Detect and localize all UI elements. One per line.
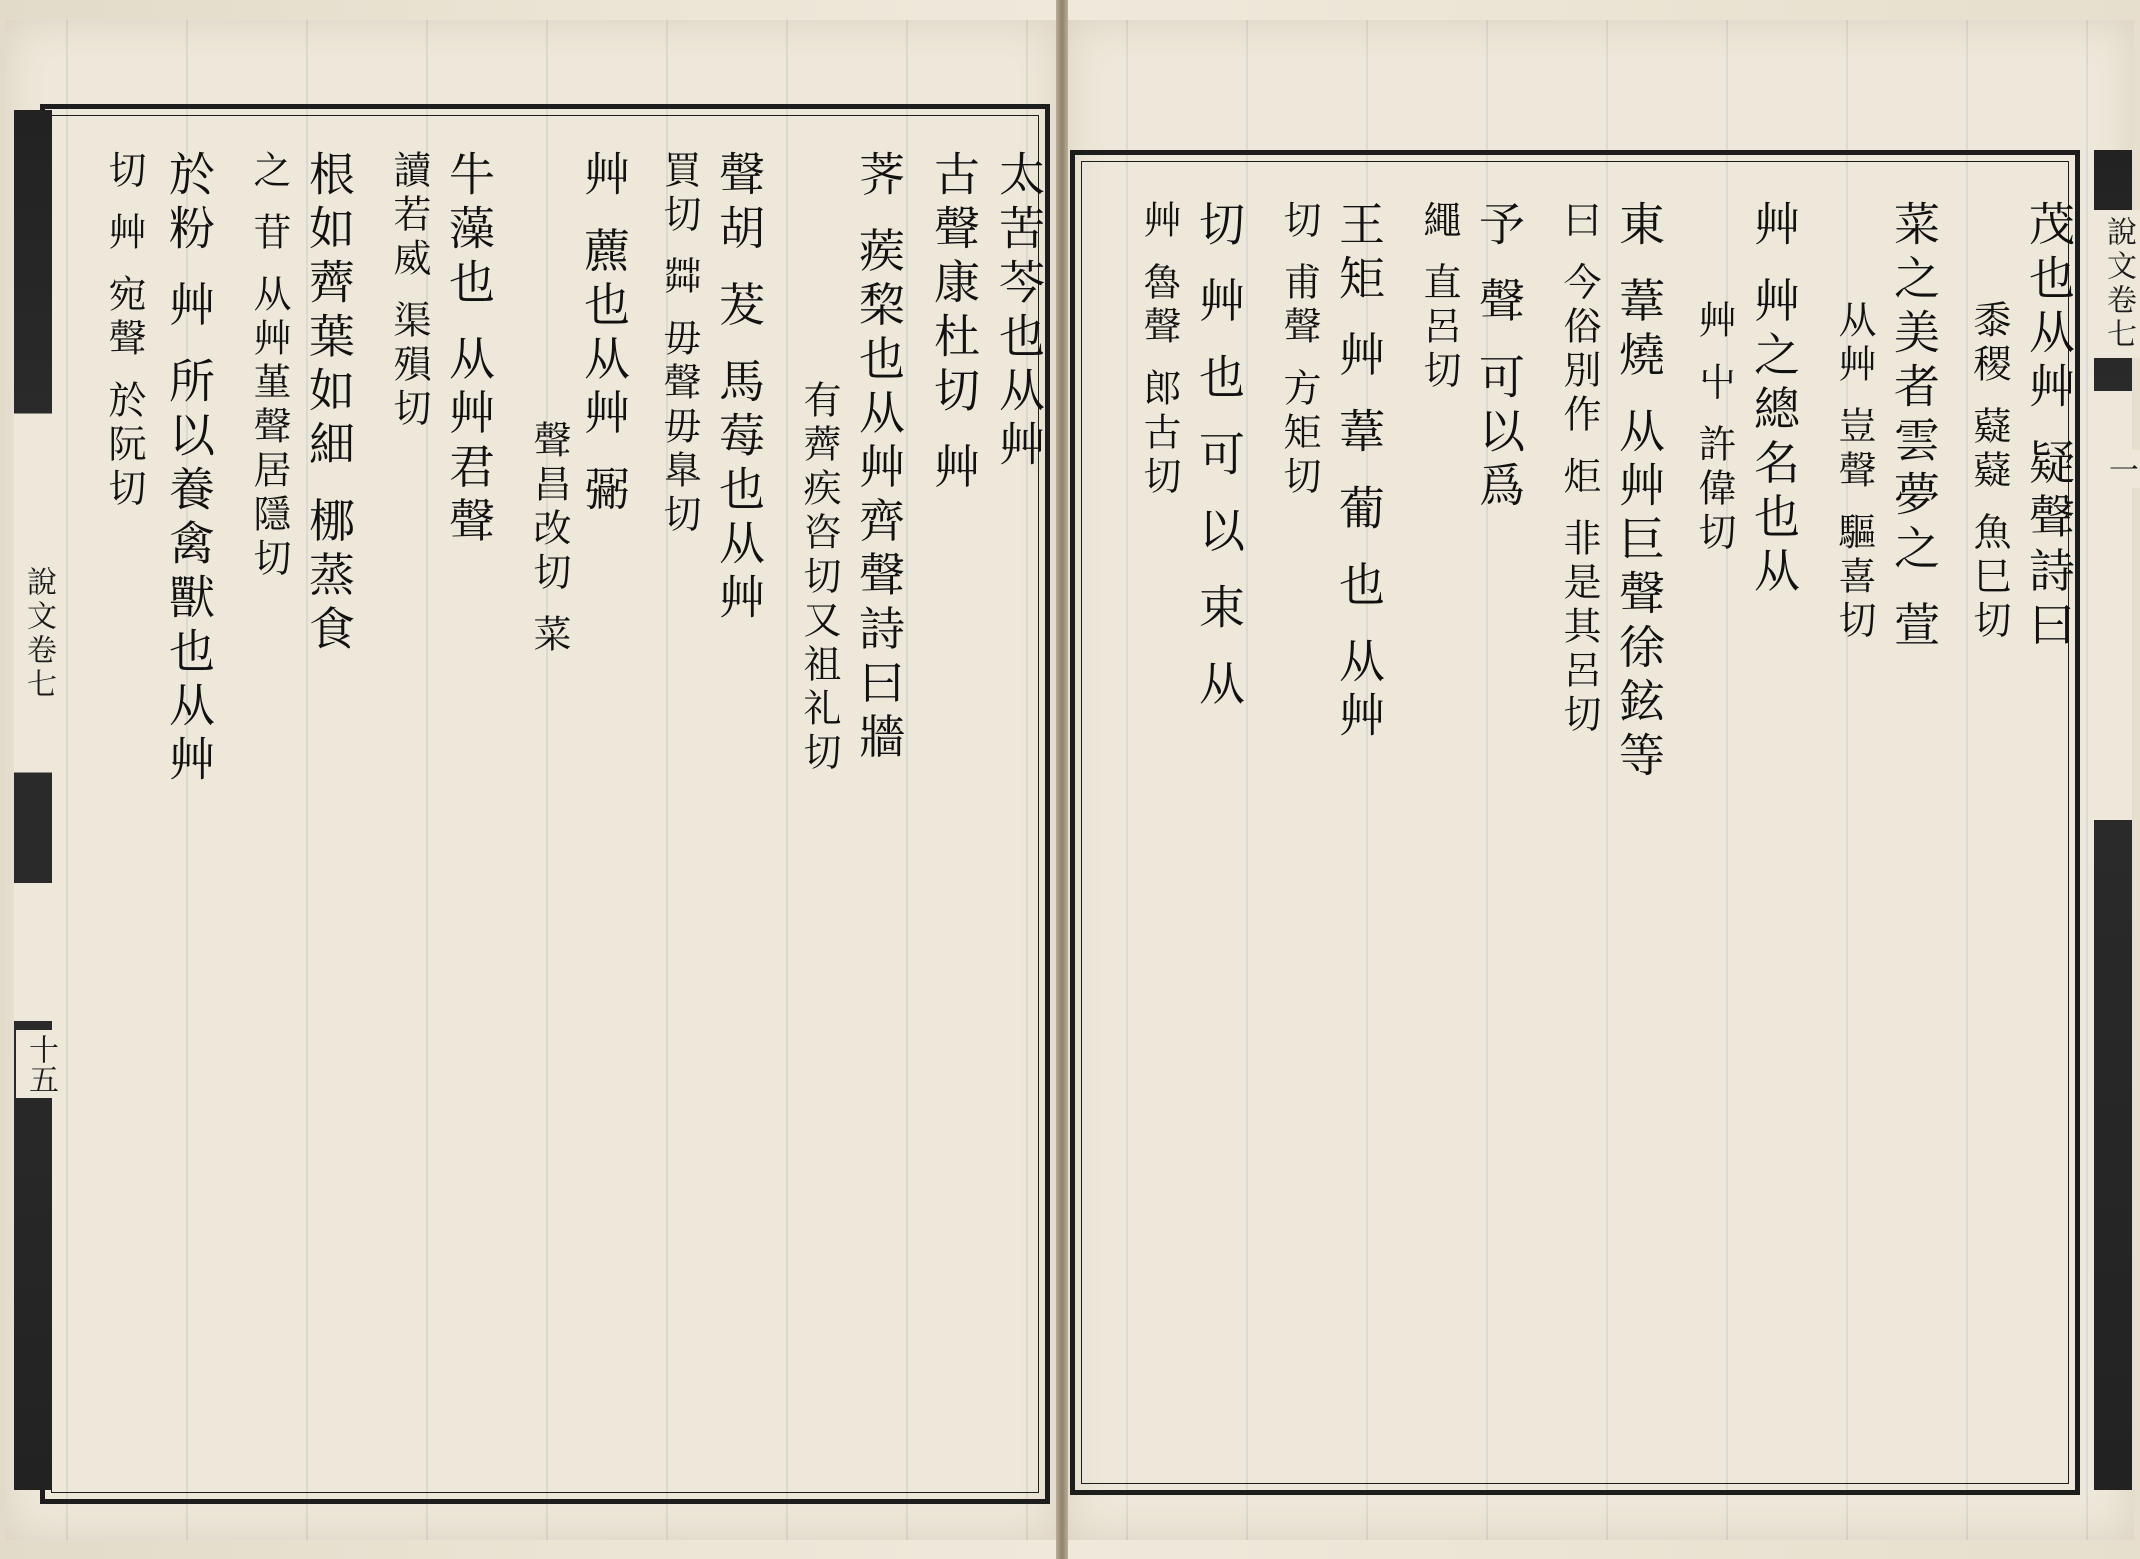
left-margin-strip <box>14 110 52 1490</box>
text-column: 之 苷 从艸堇聲居隱切 <box>247 150 291 583</box>
text-column: 茂也从艸 疑聲詩曰 <box>2022 200 2076 655</box>
text-column: 東 葦燒 从艸巨聲徐鉉等 <box>1612 200 1666 786</box>
text-column: 艸 魯聲 郎古切 <box>1137 200 1181 501</box>
right-margin-title: 說文卷七 <box>2094 210 2140 358</box>
text-column: 聲胡 茇 馬莓也从艸 <box>712 150 766 628</box>
text-column: 繩 直呂切 <box>1417 200 1461 395</box>
text-column: 黍稷 薿薿 魚巳切 <box>1967 300 2011 645</box>
right-page-number: 一 <box>2096 450 2140 488</box>
text-column: 菜之美者雲夢之 萱 <box>1887 200 1941 655</box>
text-column: 切 艸 也 可 以 束 从 <box>1192 200 1246 714</box>
text-column: 艸 屮 許偉切 <box>1692 300 1736 557</box>
text-column: 根如薺葉如細 梛蒸食 <box>302 150 356 659</box>
text-column: 予 聲 可以爲 <box>1472 200 1526 516</box>
left-margin-title: 說文卷七 <box>14 560 62 708</box>
text-column: 讀若威 渠殞切 <box>387 150 431 433</box>
left-page-number: 十五 <box>16 1030 64 1098</box>
book-gutter <box>1056 0 1068 1559</box>
text-column: 聲昌改切 菜 <box>527 420 571 659</box>
text-column: 王矩 艸 葦 葡 也 从艸 <box>1332 200 1386 746</box>
text-column: 買切 茻 毋聲毋臯切 <box>657 150 701 539</box>
text-column: 荠 蒺棃也从艸齊聲詩曰牆 <box>852 150 906 767</box>
text-column: 曰 今俗別作 炬 非是其呂切 <box>1557 200 1601 739</box>
text-column: 太苦芩也从艸 <box>992 150 1046 474</box>
text-column: 从艸 豈聲 驅喜切 <box>1832 300 1876 645</box>
text-column: 切 艸 宛聲 於阮切 <box>102 150 146 513</box>
text-column: 牛藻也 从艸君聲 <box>442 150 496 551</box>
text-column: 艸 藨也从艸 䰜 <box>577 150 631 520</box>
text-column: 古聲康杜切 艸 <box>927 150 981 497</box>
text-column: 於粉 艸 所以養禽獸也从艸 <box>162 150 216 790</box>
text-column: 艸 艸之總名也从 <box>1747 200 1801 601</box>
text-column: 切 甫聲 方矩切 <box>1277 200 1321 501</box>
text-column: 有薺疾咨切又祖礼切 <box>797 380 841 776</box>
